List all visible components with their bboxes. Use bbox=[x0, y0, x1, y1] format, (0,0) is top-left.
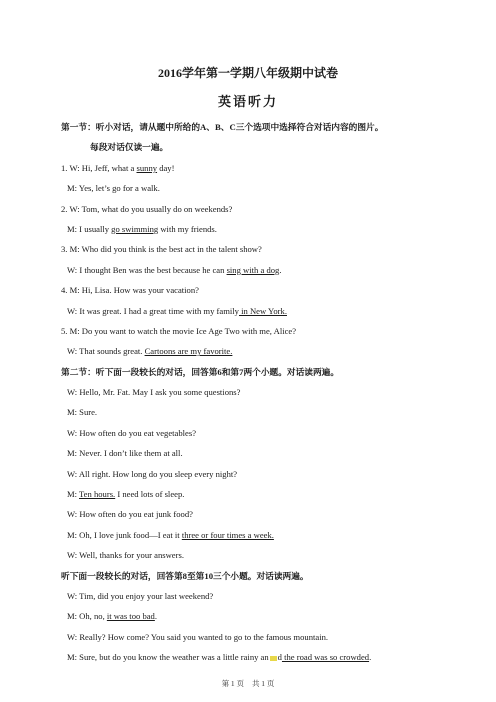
document-body bbox=[0, 117, 496, 668]
dialog-line: 5. M: Do you want to watch the movie Ice Age Two with me, Alice? bbox=[61, 325, 297, 336]
dialog-line: M: Sure. bbox=[67, 407, 98, 418]
dialog-line: M: Yes, let’s go for a walk. bbox=[67, 183, 160, 194]
section1-note: 每段对话仅读一遍。 bbox=[90, 142, 169, 153]
dialog-line: M: Sure, but do you know the weather was a little rainy an d the road was so crowded. bbox=[67, 652, 372, 663]
dialog-line: M: I usually go swimming with my friends. bbox=[67, 223, 217, 234]
dialog-line: M: Oh, no, it was too bad. bbox=[67, 611, 158, 622]
dialog-line: M: Ten hours. I need lots of sleep. bbox=[67, 489, 185, 500]
dialog-line: W: Well, thanks for your answers. bbox=[67, 550, 184, 561]
dialog-line: W: How often do you eat vegetables? bbox=[67, 427, 197, 438]
highlight-marker-icon bbox=[270, 656, 277, 661]
dialog-line: W: How often do you eat junk food? bbox=[67, 509, 193, 520]
section3-heading: 听下面一段较长的对话，回答第8至第10三个小题。对话读两遍。 bbox=[61, 570, 309, 581]
page-footer bbox=[0, 678, 496, 689]
page-number: 第 1 页 bbox=[221, 679, 245, 688]
dialog-line: 3. M: Who did you think is the best act in the talent show? bbox=[61, 244, 262, 255]
dialog-line: W: I thought Ben was the best because he can sing with a dog. bbox=[67, 264, 282, 275]
page-total: 共 1 页 bbox=[251, 679, 275, 688]
dialog-line: 2. W: Tom, what do you usually do on weekends? bbox=[61, 203, 233, 214]
section2-heading: 第二节：听下面一段较长的对话，回答第6和第7两个小题。对话读两遍。 bbox=[61, 366, 339, 377]
dialog-line: W: All right. How long do you sleep every night? bbox=[67, 468, 238, 479]
dialog-line: W: Really? How come? You said you wanted to go to the famous mountain. bbox=[67, 631, 329, 642]
dialog-line: M: Never. I don’t like them at all. bbox=[67, 448, 183, 459]
dialog-line: 4. M: Hi, Lisa. How was your vacation? bbox=[61, 285, 199, 296]
section-subtitle: 英语听力 bbox=[217, 94, 278, 109]
page-title: 2016学年第一学期八年级期中试卷 bbox=[157, 66, 338, 80]
dialog-line: W: It was great. I had a great time with my family in New York. bbox=[67, 305, 287, 316]
dialog-line: W: That sounds great. Cartoons are my favorite. bbox=[67, 346, 233, 357]
dialog-line: W: Hello, Mr. Fat. May I ask you some questions? bbox=[67, 387, 241, 398]
dialog-line: 1. W: Hi, Jeff, what a sunny day! bbox=[61, 162, 175, 173]
dialog-line: W: Tim, did you enjoy your last weekend? bbox=[67, 590, 214, 601]
section1-heading: 第一节：听小对话，请从题中所给的A、B、C三个选项中选择符合对话内容的图片。 bbox=[61, 122, 384, 132]
dialog-line: M: Oh, I love junk food—I eat it three or four times a week. bbox=[67, 529, 274, 540]
